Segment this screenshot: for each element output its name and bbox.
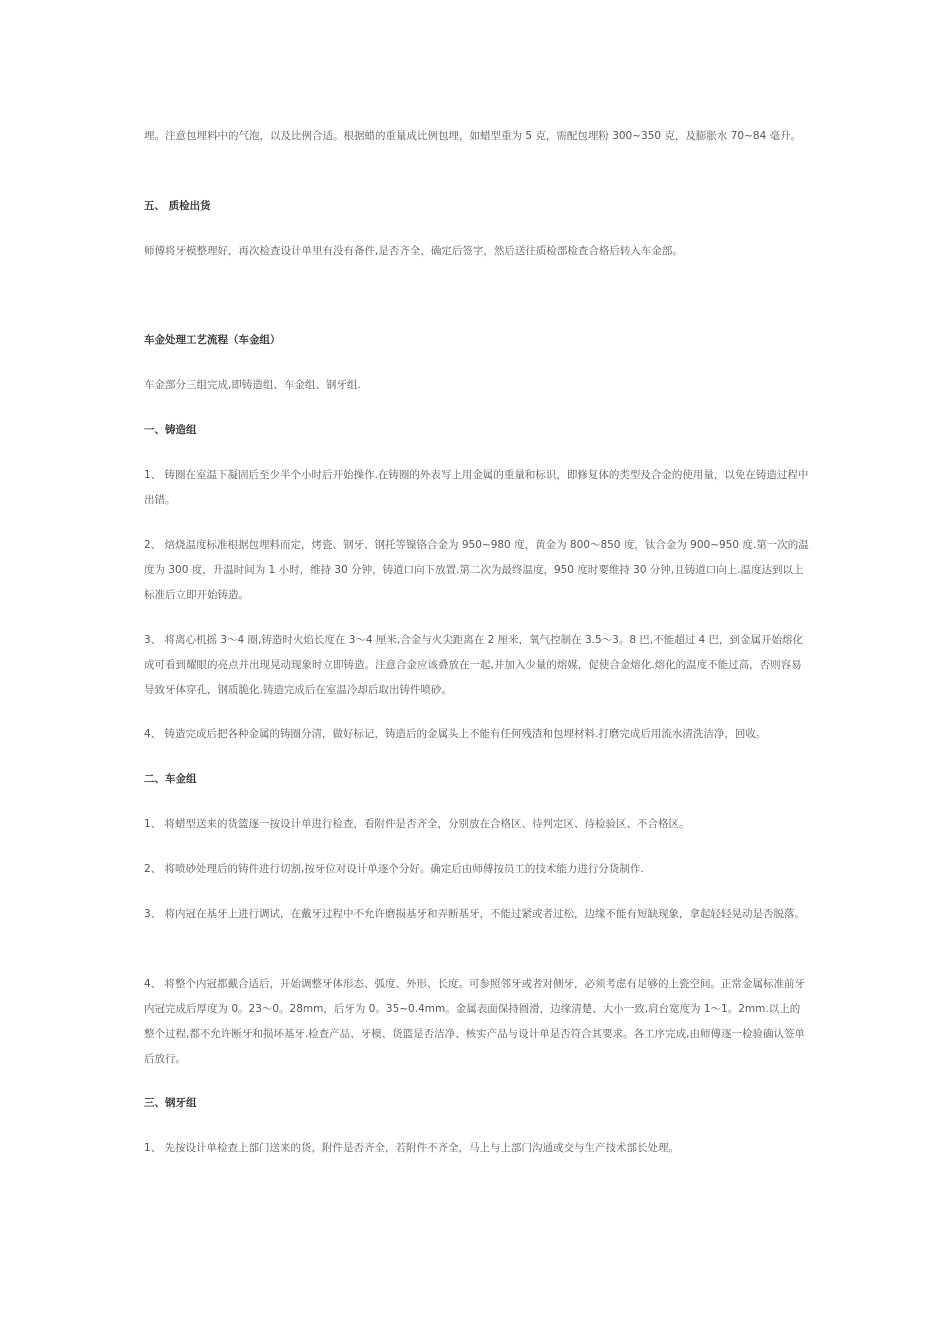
casting-item-2: 2、 焙烧温度标准根据包埋料而定，烤瓷、钢牙、钢托等镍铬合金为 950~980 度，黄金为 800～850 度，钛合金为 900~950 度.第一次的温度为 300 度，升温时间为 1 小时，维持 30 分钟，铸道口向下放置.第二次为最终温度，950 度时要维持 30 分钟,且铸道口向上.温度达到以上标准后立即开始铸造。 xyxy=(144,539,809,601)
turning-item-1: 1、 将蜡型送来的货篮逐一按设计单进行检查，看附件是否齐全，分别放在合格区、待判定区、待检验区、不合格区。 xyxy=(144,818,690,830)
turning-item-2: 2、 将喷砂处理后的铸件进行切割,按牙位对设计单逐个分好。确定后由师傅按员工的技术能力进行分货制作. xyxy=(144,863,644,875)
paragraph-embedding: 埋。注意包埋料中的气泡，以及比例合适。根据蜡的重量成比例包埋，如蜡型重为 5 克，需配包埋粉 300~350 克，及膨胀水 70~84 毫升。 xyxy=(144,130,802,142)
casting-item-1: 1、 铸圈在室温下凝固后至少半个小时后开始操作.在铸圈的外表写上用金属的重量和标识，即修复体的类型及合金的使用量，以免在铸造过程中出错。 xyxy=(144,469,809,506)
turning-item-4: 4、 将整个内冠都戴合适后，开始调整牙体形态、弧度、外形、长度。可参照邻牙或者对侧牙，必须考虑有足够的上瓷空间。正常金属标准前牙内冠完成后厚度为 0。23～0。28mm，后牙为 0。35~0.4mm。金属表面保持圆滑，边缘清楚、大小一致,肩台宽度为 1～1。2mm.以上的整个过程,都不允许断牙和损坏基牙.检查产品、牙模、货篮是否洁净、核实产品与设计单是否符合其要求。各工序完成,由师傅逐一检验确认签单后放行。 xyxy=(144,978,806,1065)
heading-turning-group: 二、车金组 xyxy=(144,773,197,785)
heading-quality-check: 五、 质检出货 xyxy=(144,200,211,212)
heading-casting-group: 一、铸造组 xyxy=(144,424,197,436)
casting-item-4: 4、 铸造完成后把各种金属的铸圈分清，做好标记，铸造后的金属头上不能有任何残渣和包埋材料.打磨完成后用流水清洗洁净，回收。 xyxy=(144,728,767,740)
paragraph-quality-check: 师傅将牙模整理好，再次检查设计单里有没有备件,是否齐全，确定后签字，然后送往质检部检查合格后转入车金部。 xyxy=(144,245,683,257)
turning-item-3: 3、 将内冠在基牙上进行调试，在戴牙过程中不允许磨损基牙和弄断基牙，不能过紧或者过松，边缘不能有短缺现象，拿起轻轻晃动是否脱落。 xyxy=(144,908,806,920)
heading-process-flow: 车金处理工艺流程（车金组） xyxy=(144,334,281,346)
steel-item-1: 1、 先按设计单检查上部门送来的货，附件是否齐全，若附件不齐全，马上与上部门沟通或交与生产技术部长处理。 xyxy=(144,1142,680,1154)
heading-steel-group: 三、钢牙组 xyxy=(144,1097,197,1109)
paragraph-process-flow: 车金部分三组完成,即铸造组、车金组、钢牙组. xyxy=(144,379,361,391)
casting-item-3: 3、 将离心机摇 3～4 圈,铸造时火焰长度在 3～4 厘米,合金与火尖距离在 2 厘米，氧气控制在 3.5～3。8 巴,不能超过 4 巴，到金属开始熔化成可看到耀眼的亮点并出现晃动现象时立即铸造。注意合金应该叠放在一起,并加入少量的熔媒，促使合金熔化.熔化的温度不能过高，否则容易导致牙体穿孔，钢质脆化.铸造完成后在室温冷却后取出铸件喷砂。 xyxy=(144,634,804,696)
